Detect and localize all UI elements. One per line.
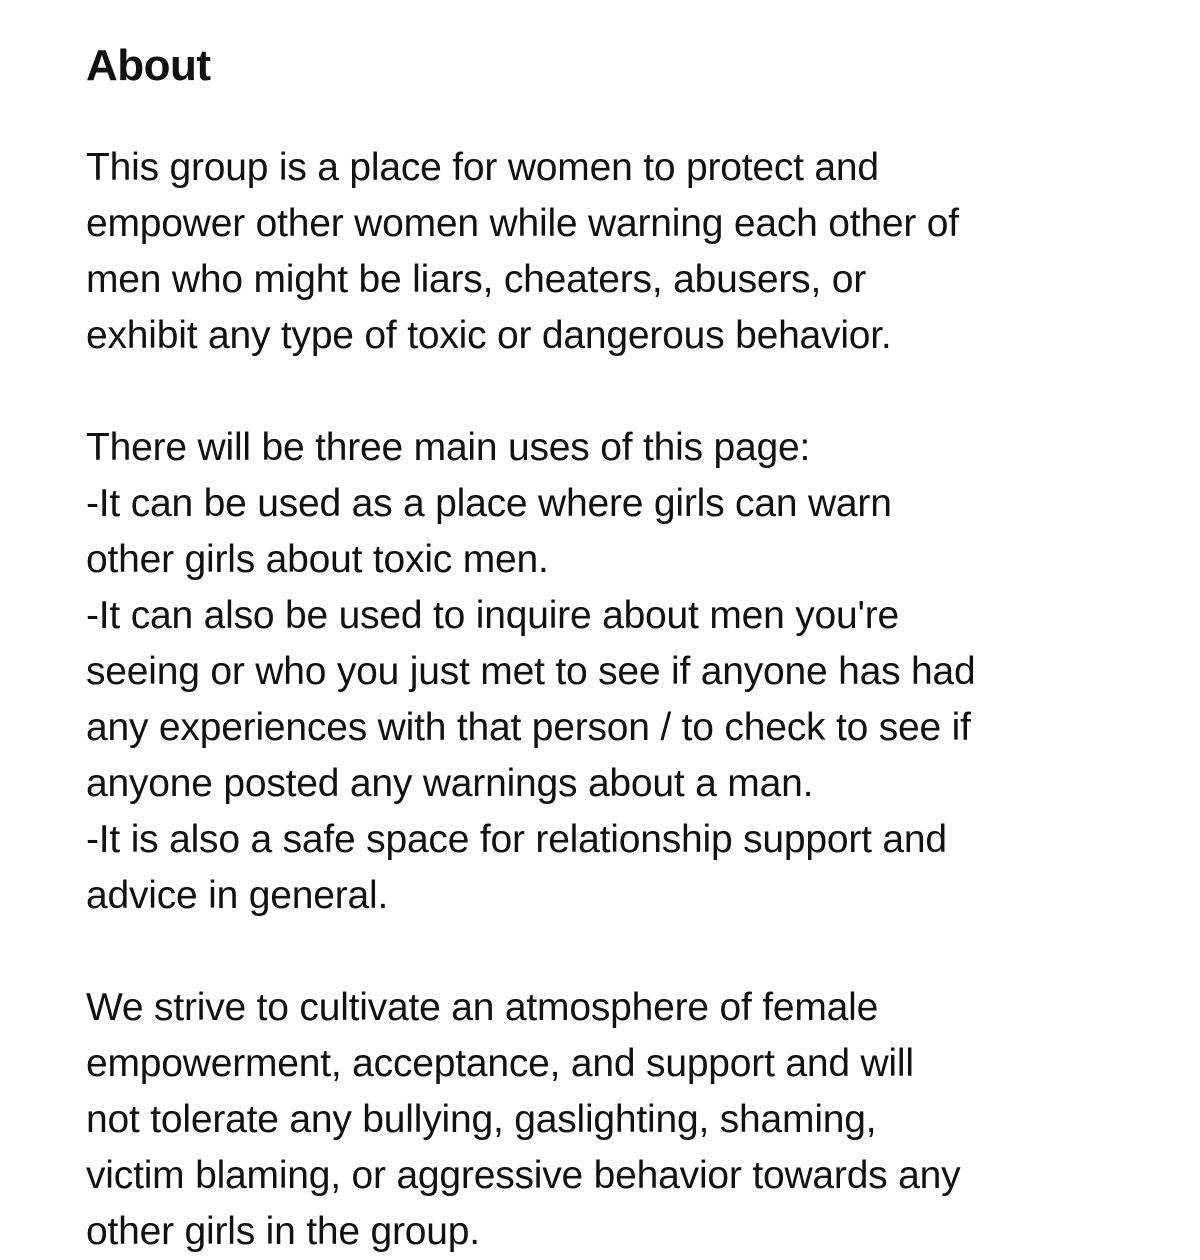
text-line: men who might be liars, cheaters, abusers, or	[86, 258, 867, 301]
values-paragraph	[86, 980, 1166, 1260]
about-section	[86, 38, 1166, 1260]
about-description	[86, 140, 1166, 1260]
text-line: This group is a place for women to protect and	[86, 146, 879, 189]
text-line: empower other women while warning each other of	[86, 202, 959, 245]
text-line: anyone posted any warnings about a man.	[86, 762, 814, 805]
text-line: other girls in the group.	[86, 1210, 480, 1253]
paragraph-spacer	[86, 364, 1166, 420]
text-line: We strive to cultivate an atmosphere of female	[86, 986, 879, 1029]
text-line: advice in general.	[86, 874, 389, 917]
paragraph-spacer	[86, 924, 1166, 980]
text-line: victim blaming, or aggressive behavior towards any	[86, 1154, 961, 1197]
text-line: any experiences with that person / to check to see if	[86, 706, 971, 749]
text-line: -It can be used as a place where girls can warn	[86, 482, 892, 525]
intro-paragraph	[86, 140, 1166, 364]
text-line: -It is also a safe space for relationship support and	[86, 818, 947, 861]
text-line: not tolerate any bullying, gaslighting, shaming,	[86, 1098, 877, 1141]
text-line: seeing or who you just met to see if anyone has had	[86, 650, 976, 693]
text-line: There will be three main uses of this page:	[86, 426, 811, 469]
text-line: exhibit any type of toxic or dangerous behavior.	[86, 314, 892, 357]
text-line: empowerment, acceptance, and support and will	[86, 1042, 914, 1085]
about-title: About	[86, 41, 211, 90]
uses-paragraph	[86, 420, 1166, 924]
text-line: other girls about toxic men.	[86, 538, 549, 581]
text-line: -It can also be used to inquire about men you're	[86, 594, 900, 637]
